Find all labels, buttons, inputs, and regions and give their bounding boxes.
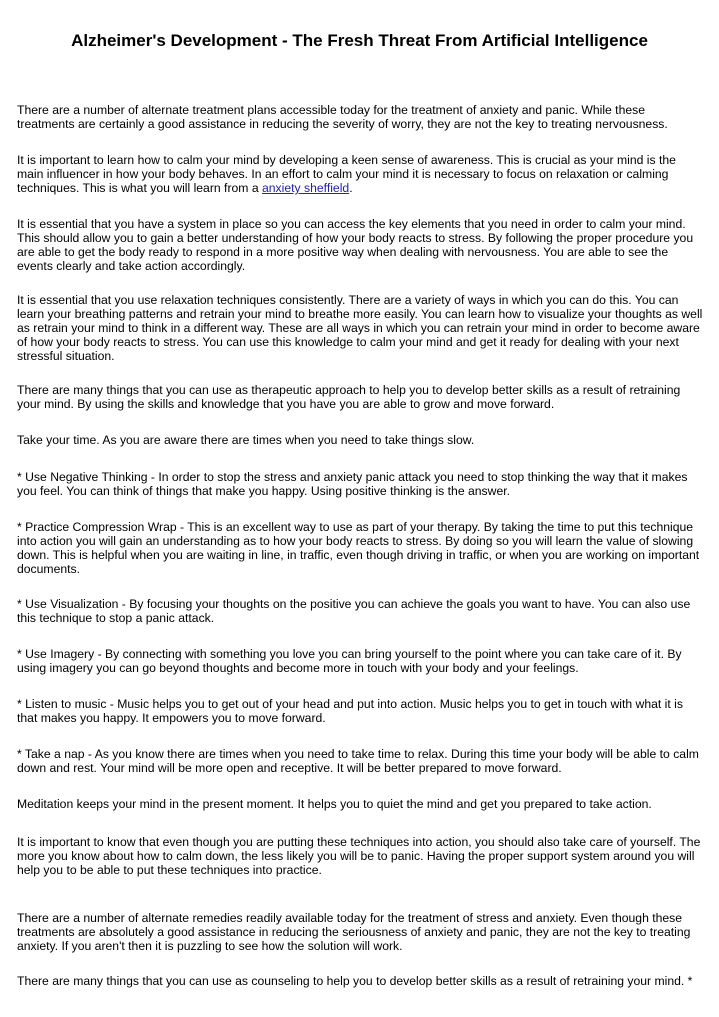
- bullet-take-a-nap: * Take a nap - As you know there are times when you need to take time to relax. During this time your body will be able to calm down and rest. Your mind will be more open and receptive. It will be better prepared to move forward.: [17, 747, 699, 775]
- paragraph-5: There are many things that you can use as therapeutic approach to help you to develop better skills as a result of retraining your mind. By using the skills and knowledge that you have you are able to grow and move forward.: [17, 383, 681, 411]
- paragraph-2-end: .: [349, 181, 353, 195]
- paragraph-take-care: It is important to know that even though you are putting these techniques into action, you should also take care of yourself. The more you know about how to calm down, the less likely you will be to panic. Having the proper support system around you will help you to be able to put these techniques into practice.: [17, 835, 701, 877]
- bullet-compression-wrap: * Practice Compression Wrap - This is an excellent way to use as part of your therapy. By taking the time to put this technique into action you will gain an understanding as to how your body reacts to stress. By doing so you will learn the value of slowing down. This is helpful when you are waiting in line, in traffic, even though driving in traffic, or when you are working on important documents.: [17, 520, 700, 576]
- anxiety-sheffield-link[interactable]: anxiety sheffield: [262, 181, 350, 195]
- paragraph-6: Take your time. As you are aware there are times when you need to take things slow.: [17, 433, 475, 447]
- bullet-visualization: * Use Visualization - By focusing your thoughts on the positive you can achieve the goals you want to have. You can also use this technique to stop a panic attack.: [17, 597, 691, 625]
- paragraph-2: [17, 153, 705, 195]
- bullet-listen-to-music: * Listen to music - Music helps you to get out of your head and put into action. Music helps you to get in touch with what it is that makes you happy. It empowers you to move forward.: [17, 697, 683, 725]
- paragraph-alternate-remedies: There are a number of alternate remedies readily available today for the treatment of stress and anxiety. Even though these treatments are absolutely a good assistance in reducing the seriousness of anxiety and panic, they are not the key to treating anxiety. If you aren't then it is puzzling to see how the solution will work.: [17, 911, 691, 953]
- paragraph-1: There are a number of alternate treatment plans accessible today for the treatment of anxiety and panic. While these treatments are certainly a good assistance in reducing the severity of worry, they are not the key to treating nervousness.: [17, 103, 668, 131]
- bullet-negative-thinking: * Use Negative Thinking - In order to stop the stress and anxiety panic attack you need to stop thinking the way that it makes you feel. You can think of things that make you happy. Using positive thinking is the answer.: [17, 470, 688, 498]
- paragraph-meditation: Meditation keeps your mind in the present moment. It helps you to quiet the mind and get you prepared to take action.: [17, 797, 652, 811]
- bullet-imagery: * Use Imagery - By connecting with something you love you can bring yourself to the point where you can take care of it. By using imagery you can go beyond thoughts and become more in touch with your body and your feelings.: [17, 647, 682, 675]
- page-title: Alzheimer's Development - The Fresh Threat From Artificial Intelligence: [71, 31, 648, 50]
- paragraph-counseling: There are many things that you can use as counseling to help you to develop better skills as a result of retraining your mind. *: [17, 974, 693, 988]
- paragraph-3: It is essential that you have a system in place so you can access the key elements that you need in order to calm your mind. This should allow you to gain a better understanding of how your body reacts to stress. By following the proper procedure you are able to get the body ready to respond in a more positive way when dealing with nervousness. You are able to see the events clearly and take action accordingly.: [17, 217, 694, 273]
- paragraph-2-text: It is important to learn how to calm your mind by developing a keen sense of awareness. This is crucial as your mind is the main influencer in how your body behaves. In an effort to calm your mind it is necessary to focus on relaxation or calming techniques. This is what you will learn from a: [17, 153, 676, 195]
- paragraph-4: It is essential that you use relaxation techniques consistently. There are a variety of ways in which you can do this. You can learn your breathing patterns and retrain your mind to breathe more easily. You can learn how to visualize your thoughts as well as retrain your mind to think in a different way. These are all ways in which you can retrain your mind in order to become aware of how your body reacts to stress. You can use this knowledge to calm your mind and get it ready for dealing with your next stressful situation.: [17, 293, 703, 363]
